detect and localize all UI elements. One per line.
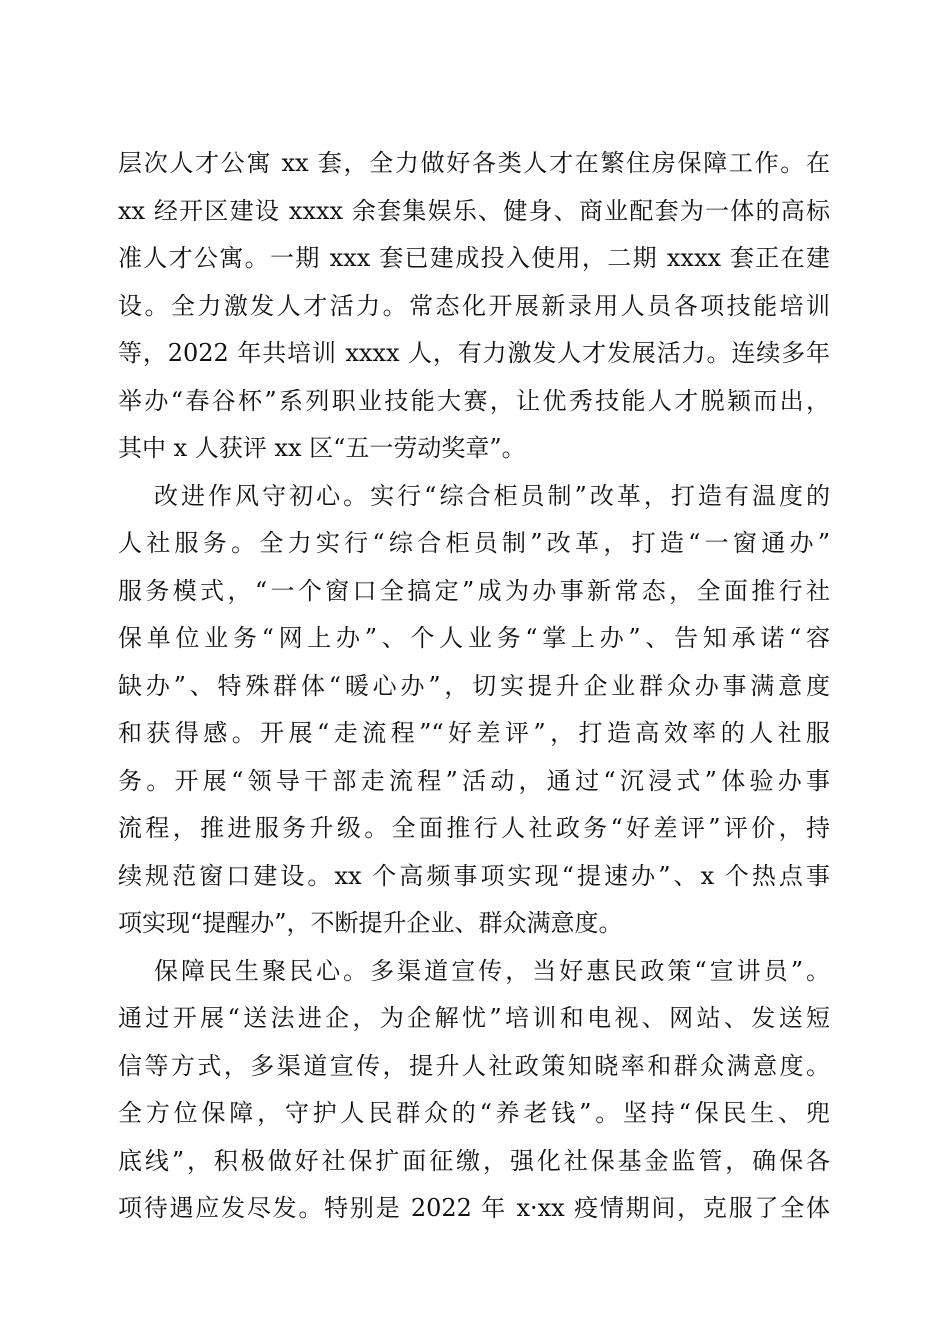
- text-line: 通过开展“送法进企，为企解忧”培训和电视、网站、发送短: [118, 1004, 830, 1032]
- text-line: 等，2022 年共培训 xxxx 人，有力激发人才发展活力。连续多年: [118, 339, 830, 367]
- text-line: 务。开展“领导干部走流程”活动，通过“沉浸式”体验办事: [118, 766, 830, 795]
- paragraph-livelihood: [118, 948, 830, 1233]
- text-line: 底线”，积极做好社保扩面征缴，强化社保基金监管，确保各: [118, 1146, 830, 1175]
- text-line: 缺办”、特殊群体“暖心办”，切实提升企业群众办事满意度: [118, 671, 830, 700]
- text-line: 保单位业务“网上办”、个人业务“掌上办”、告知承诺“容: [118, 624, 830, 652]
- text-line: 信等方式，多渠道宣传，提升人社政策知晓率和群众满意度。: [118, 1051, 830, 1080]
- paragraph-talent-housing: [118, 140, 830, 473]
- text-line: 举办“春谷杯”系列职业技能大赛，让优秀技能人才脱颖而出，: [118, 386, 830, 415]
- document-body: [118, 140, 830, 1233]
- text-line: 流程，推进服务升级。全面推行人社政务“好差评”评价，持: [118, 814, 830, 842]
- text-line: 项待遇应发尽发。特别是 2022 年 x·xx 疫情期间，克服了全体: [118, 1194, 830, 1222]
- text-line: xx 经开区建设 xxxx 余套集娱乐、健身、商业配套为一体的高标: [118, 196, 830, 225]
- paragraph-work-style: [118, 473, 830, 948]
- text-line: 保障民生聚民心。多渠道宣传，当好惠民政策“宣讲员”。: [154, 956, 830, 985]
- text-line: 其中 x 人获评 xx 区“五一劳动奖章”。: [118, 434, 526, 462]
- text-line: 项实现“提醒办”，不断提升企业、群众满意度。: [118, 909, 623, 937]
- text-line: 层次人才公寓 xx 套，全力做好各类人才在繁住房保障工作。在: [118, 149, 830, 177]
- text-line: 全方位保障，守护人民群众的“养老钱”。坚持“保民生、兜: [118, 1099, 830, 1127]
- text-line: 人社服务。全力实行“综合柜员制”改革，打造“一窗通办”: [118, 529, 830, 557]
- text-line: 续规范窗口建设。xx 个高频事项实现“提速办”、x 个热点事: [118, 861, 830, 890]
- text-line: 改进作风守初心。实行“综合柜员制”改革，打造有温度的: [154, 481, 830, 510]
- text-line: 准人才公寓。一期 xxx 套已建成投入使用，二期 xxxx 套正在建: [118, 244, 830, 272]
- text-line: 和获得感。开展“走流程”“好差评”，打造高效率的人社服: [118, 719, 830, 747]
- text-line: 服务模式，“一个窗口全搞定”成为办事新常态，全面推行社: [118, 576, 830, 605]
- text-line: 设。全力激发人才活力。常态化开展新录用人员各项技能培训: [118, 291, 830, 320]
